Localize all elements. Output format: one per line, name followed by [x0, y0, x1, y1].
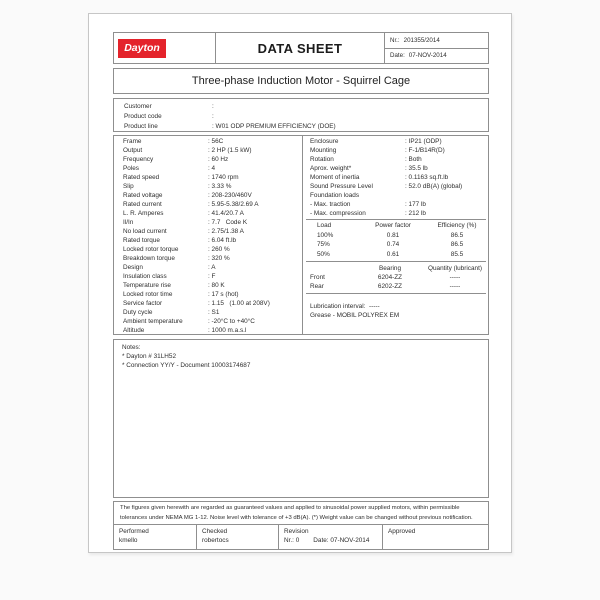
spec-label: Aprox. weight* [310, 165, 352, 172]
performed-value: kmello [119, 537, 138, 544]
load-table-header [306, 221, 486, 231]
spec-row [123, 218, 302, 227]
spec-row [123, 137, 302, 146]
doc-number-row [385, 33, 488, 49]
spec-row [123, 308, 302, 317]
approval-footer [113, 524, 489, 550]
spec-label: Ambient temperature [123, 318, 183, 325]
spec-value: : F [208, 273, 216, 280]
customer-info-value: : W01 ODP PREMIUM EFFICIENCY (DOE) [212, 123, 336, 130]
page-title: DATA SHEET [215, 33, 385, 63]
customer-info-value: : [212, 113, 214, 120]
spec-label: Locked rotor time [123, 291, 173, 298]
spec-row [123, 272, 302, 281]
spec-value: : 56C [208, 138, 224, 145]
logo-cell [114, 33, 215, 63]
spec-row [123, 164, 302, 173]
spec-label: Insulation class [123, 273, 167, 280]
spec-row [123, 182, 302, 191]
note-line: * Connection YY/Y - Document 10003174687 [122, 362, 251, 369]
spec-value: : -20°C to +40°C [208, 318, 255, 325]
spec-row [303, 209, 488, 218]
spec-label: Slip [123, 183, 134, 190]
bearing-table-body [303, 273, 488, 291]
load-cell: 100% [317, 231, 334, 239]
spec-value: : A [208, 264, 216, 271]
spec-label: Service factor [123, 300, 163, 307]
power-factor-cell: 0.81 [386, 231, 400, 239]
spec-value: : 208-230/460V [208, 192, 252, 199]
checked-label: Checked [202, 528, 228, 535]
spec-row [123, 146, 302, 155]
spec-row [123, 200, 302, 209]
spec-label: - Max. traction [310, 201, 351, 208]
customer-info-section [113, 98, 489, 132]
spec-label: Rated torque [123, 237, 160, 244]
spec-label: Design [123, 264, 143, 271]
spec-row [123, 317, 302, 326]
spec-value: : S1 [208, 309, 220, 316]
load-table-row [306, 231, 486, 241]
spec-label: Mounting [310, 147, 337, 154]
spec-label: Foundation loads [310, 192, 360, 199]
load-table-row [306, 250, 486, 260]
spec-row [123, 209, 302, 218]
bearing-cell: 6202-ZZ [377, 283, 403, 290]
spec-label: Il/In [123, 219, 134, 226]
load-cell: 50% [317, 250, 330, 258]
load-table-body [306, 231, 486, 260]
spec-label: Enclosure [310, 138, 339, 145]
spec-label: Moment of inertia [310, 174, 360, 181]
spec-value: : 260 % [208, 246, 230, 253]
spec-row [123, 326, 302, 335]
efficiency-cell: 86.5 [450, 241, 464, 248]
spec-row [123, 155, 302, 164]
spec-label: Locked rotor torque [123, 246, 179, 253]
customer-info-row [124, 122, 488, 132]
spec-value: : 1740 rpm [208, 174, 239, 181]
spec-row [123, 245, 302, 254]
bearing-table-row [303, 273, 488, 282]
revision-details [284, 536, 382, 545]
bearing-cell: 6204-ZZ [377, 274, 403, 281]
quantity-cell: ----- [449, 274, 461, 281]
approved-value [388, 536, 488, 545]
spec-value: : 1000 m.a.s.l [208, 327, 247, 334]
bearing-position-header [303, 264, 355, 273]
spec-label: Sound Pressure Level [310, 183, 373, 190]
spec-row [303, 137, 488, 146]
spec-value: : 320 % [208, 255, 230, 262]
power-factor-cell: 0.74 [386, 241, 400, 248]
spec-label: Rated voltage [123, 192, 163, 199]
customer-info-row [124, 112, 488, 122]
disclaimer-text: The figures given herewith are regarded as guaranteed values and applied to sinusoidal power supplied motors, within permissible tolerances under NEMA MG 1-12. Noise level with tolerance of +3 dB(A). (*) Weight value can be changed without previous notification. [113, 501, 489, 525]
spec-label: No load current [123, 228, 167, 235]
spec-row [303, 182, 488, 191]
spec-value: : 2 HP (1.5 kW) [208, 147, 252, 154]
performed-label: Performed [119, 528, 149, 535]
spec-row [123, 191, 302, 200]
grease-type: Grease - MOBIL POLYREX EM [310, 312, 400, 319]
notes-title: Notes: [122, 344, 141, 351]
customer-info-value: : [212, 103, 214, 110]
spec-label: Rated current [123, 201, 162, 208]
efficiency-header: Efficiency (%) [437, 222, 477, 229]
spec-row [303, 191, 488, 200]
bearing-header: Bearing [378, 265, 402, 272]
spec-value: : 17 s (hot) [208, 291, 239, 298]
checked-cell [197, 525, 279, 549]
doc-date-value: 07-NOV-2014 [408, 52, 447, 60]
doc-number-label: Nr.: [390, 36, 400, 44]
spec-value: : 0.1163 sq.ft.lb [405, 174, 449, 181]
spec-row [123, 281, 302, 290]
lubrication-interval: Lubrication interval: ----- [310, 303, 380, 310]
spec-label: Altitude [123, 327, 145, 334]
spec-row [123, 173, 302, 182]
spec-row [123, 290, 302, 299]
doc-date-label: Date: [390, 52, 405, 60]
spec-row [303, 200, 488, 209]
spec-row [123, 299, 302, 308]
revision-date: Date: 07-NOV-2014 [313, 537, 370, 544]
spec-label: Output [123, 147, 143, 154]
spec-row [303, 173, 488, 182]
spec-value: : 60 Hz [208, 156, 229, 163]
spec-label: Temperature rise [123, 282, 171, 289]
spec-value: : 212 lb [405, 210, 426, 217]
power-factor-cell: 0.61 [386, 250, 400, 258]
bearing-table-row [303, 282, 488, 291]
efficiency-cell: 85.5 [450, 250, 464, 258]
specs-right-column [303, 136, 488, 334]
dayton-logo: Dayton [118, 39, 166, 58]
spec-value: : 52.0 dB(A) (global) [405, 183, 463, 190]
spec-value: : 3.33 % [208, 183, 232, 190]
spec-row [123, 254, 302, 263]
spec-value: : F-1/B14R(D) [405, 147, 445, 154]
customer-info-label: Product line [124, 123, 158, 130]
spec-label: Poles [123, 165, 139, 172]
performed-cell [114, 525, 197, 549]
specifications-section [113, 135, 489, 335]
spec-row [303, 146, 488, 155]
spec-value: : 80 K [208, 282, 225, 289]
spec-label: Breakdown torque [123, 255, 175, 262]
notes-lines [122, 352, 488, 370]
spec-label: Frequency [123, 156, 154, 163]
load-table-row [306, 240, 486, 250]
approved-cell [383, 525, 488, 549]
notes-section [113, 339, 489, 498]
spec-value: : 41.4/20.7 A [208, 210, 244, 217]
efficiency-cell: 86.5 [450, 231, 464, 239]
lubrication-info [303, 302, 488, 320]
customer-info-label: Customer [124, 103, 152, 110]
spec-label: L. R. Amperes [123, 210, 164, 217]
spec-label: Rotation [310, 156, 334, 163]
bearing-position-cell: Rear [310, 283, 324, 290]
load-performance-table [306, 219, 486, 262]
checked-value: robertocs [202, 537, 229, 544]
revision-cell [279, 525, 383, 549]
spec-value: : 5.95-5.38/2.69 A [208, 201, 259, 208]
spec-value: : 1.15 (1.00 at 208V) [208, 300, 270, 307]
doc-date-row [385, 49, 488, 64]
specs-right-rows [303, 137, 488, 218]
spec-row [303, 155, 488, 164]
specs-left-column [114, 136, 303, 334]
spec-label: Rated speed [123, 174, 160, 181]
header [113, 32, 489, 64]
spec-value: : Both [405, 156, 422, 163]
document-subtitle: Three-phase Induction Motor - Squirrel Cage [113, 68, 489, 94]
spec-label: - Max. compression [310, 210, 366, 217]
note-line: * Dayton # 31LH52 [122, 353, 177, 360]
spec-label: Duty cycle [123, 309, 153, 316]
spec-value: : 2.75/1.38 A [208, 228, 244, 235]
spec-row [123, 227, 302, 236]
spec-value: : 6.04 ft.lb [208, 237, 237, 244]
bearing-table-header [303, 264, 488, 273]
bearing-position-cell: Front [310, 274, 325, 281]
bearing-divider [306, 293, 486, 294]
revision-label: Revision [284, 528, 309, 535]
quantity-header: Quantity (lubricant) [428, 265, 482, 272]
load-cell: 75% [317, 241, 330, 248]
approved-label: Approved [388, 528, 416, 535]
doc-number-value: 201355/2014 [403, 36, 440, 44]
spec-value: : IP21 (ODP) [405, 138, 442, 145]
spec-value: : 7.7 Code K [208, 219, 248, 226]
load-header: Load [317, 222, 332, 229]
customer-info-row [124, 102, 488, 112]
spec-value: : 177 lb [405, 201, 426, 208]
spec-label: Frame [123, 138, 142, 145]
doc-meta [385, 33, 488, 63]
spec-value: : 4 [208, 165, 216, 172]
spec-value: : 35.5 lb [405, 165, 428, 172]
power-factor-header: Power factor [375, 222, 411, 229]
spec-row [123, 263, 302, 272]
datasheet-page [88, 13, 512, 553]
revision-number: Nr.: 0 [284, 537, 300, 544]
spec-row [303, 164, 488, 173]
bearing-table [303, 264, 488, 291]
customer-info-label: Product code [124, 113, 162, 120]
quantity-cell: ----- [449, 283, 461, 290]
spec-row [123, 236, 302, 245]
